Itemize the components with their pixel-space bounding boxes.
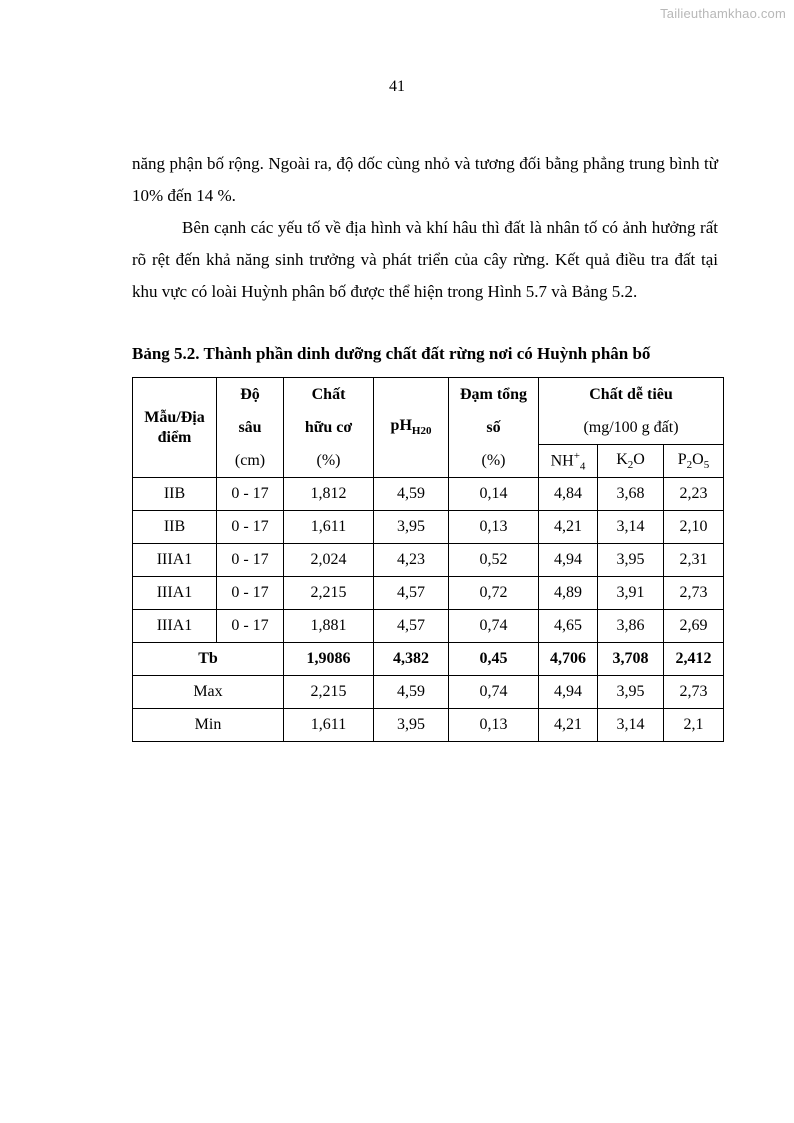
cell-nitrogen: 0,74 bbox=[449, 676, 539, 709]
cell-depth: 0 - 17 bbox=[217, 544, 284, 577]
table-row bbox=[133, 610, 724, 643]
summary-row-min bbox=[133, 709, 724, 742]
cell-nh4: 4,65 bbox=[539, 610, 598, 643]
cell-organic: 2,024 bbox=[284, 544, 374, 577]
cell-depth: 0 - 17 bbox=[217, 478, 284, 511]
cell-nh4: 4,706 bbox=[539, 643, 598, 676]
cell-organic: 1,812 bbox=[284, 478, 374, 511]
cell-nh4: 4,94 bbox=[539, 676, 598, 709]
cell-nitrogen: 0,13 bbox=[449, 511, 539, 544]
cell-summary-label: Tb bbox=[133, 643, 284, 676]
cell-nitrogen: 0,74 bbox=[449, 610, 539, 643]
cell-site: IIIA1 bbox=[133, 544, 217, 577]
cell-organic: 1,881 bbox=[284, 610, 374, 643]
cell-p2o5: 2,69 bbox=[664, 610, 724, 643]
cell-nh4: 4,89 bbox=[539, 577, 598, 610]
header-ph: $pH_{H20}$ bbox=[374, 378, 449, 478]
cell-ph: 4,59 bbox=[374, 478, 449, 511]
cell-summary-label: Min bbox=[133, 709, 284, 742]
header-site: Mẫu/Địa điểm bbox=[133, 378, 217, 478]
summary-row-max bbox=[133, 676, 724, 709]
header-depth: Độ sâu (cm) bbox=[217, 378, 284, 478]
page-number: 41 bbox=[389, 78, 405, 95]
header-organic: Chất hữu cơ (%) bbox=[284, 378, 374, 478]
cell-organic: 2,215 bbox=[284, 577, 374, 610]
cell-nh4: 4,84 bbox=[539, 478, 598, 511]
cell-k2o: 3,14 bbox=[598, 709, 664, 742]
cell-nitrogen: 0,13 bbox=[449, 709, 539, 742]
cell-p2o5: 2,73 bbox=[664, 577, 724, 610]
cell-site: IIB bbox=[133, 511, 217, 544]
cell-k2o: 3,68 bbox=[598, 478, 664, 511]
cell-site: IIB bbox=[133, 478, 217, 511]
summary-row-average bbox=[133, 643, 724, 676]
cell-nitrogen: 0,14 bbox=[449, 478, 539, 511]
cell-summary-label: Max bbox=[133, 676, 284, 709]
cell-ph: 3,95 bbox=[374, 709, 449, 742]
header-p2o5: $P_2O_5$ bbox=[664, 445, 724, 478]
cell-p2o5: 2,1 bbox=[664, 709, 724, 742]
cell-organic: 2,215 bbox=[284, 676, 374, 709]
cell-k2o: 3,708 bbox=[598, 643, 664, 676]
header-nh4: $NH^+_4$ bbox=[539, 445, 598, 478]
table-caption: Bảng 5.2. Thành phần dinh dưỡng chất đất rừng nơi có Huỳnh phân bố bbox=[132, 344, 651, 363]
cell-k2o: 3,86 bbox=[598, 610, 664, 643]
cell-k2o: 3,95 bbox=[598, 544, 664, 577]
cell-nh4: 4,21 bbox=[539, 511, 598, 544]
cell-depth: 0 - 17 bbox=[217, 610, 284, 643]
cell-k2o: 3,95 bbox=[598, 676, 664, 709]
cell-k2o: 3,14 bbox=[598, 511, 664, 544]
cell-ph: 4,57 bbox=[374, 610, 449, 643]
soil-nutrient-table bbox=[132, 377, 724, 742]
watermark: Tailieuthamkhao.com bbox=[660, 6, 786, 21]
cell-p2o5: 2,23 bbox=[664, 478, 724, 511]
header-nitrogen: Đạm tổng số (%) bbox=[449, 378, 539, 478]
cell-nh4: 4,21 bbox=[539, 709, 598, 742]
cell-organic: 1,9086 bbox=[284, 643, 374, 676]
cell-k2o: 3,91 bbox=[598, 577, 664, 610]
cell-site: IIIA1 bbox=[133, 577, 217, 610]
cell-p2o5: 2,412 bbox=[664, 643, 724, 676]
cell-nitrogen: 0,45 bbox=[449, 643, 539, 676]
cell-organic: 1,611 bbox=[284, 511, 374, 544]
cell-nitrogen: 0,72 bbox=[449, 577, 539, 610]
header-row bbox=[133, 378, 724, 445]
cell-p2o5: 2,31 bbox=[664, 544, 724, 577]
cell-ph: 4,57 bbox=[374, 577, 449, 610]
cell-ph: 4,23 bbox=[374, 544, 449, 577]
cell-nitrogen: 0,52 bbox=[449, 544, 539, 577]
table-row bbox=[133, 577, 724, 610]
cell-p2o5: 2,10 bbox=[664, 511, 724, 544]
header-k2o: $K_2O$ bbox=[598, 445, 664, 478]
cell-p2o5: 2,73 bbox=[664, 676, 724, 709]
cell-site: IIIA1 bbox=[133, 610, 217, 643]
cell-ph: 4,382 bbox=[374, 643, 449, 676]
table-row bbox=[133, 511, 724, 544]
cell-depth: 0 - 17 bbox=[217, 577, 284, 610]
cell-nh4: 4,94 bbox=[539, 544, 598, 577]
header-available: Chất dễ tiêu (mg/100 g đất) bbox=[539, 378, 724, 445]
cell-ph: 3,95 bbox=[374, 511, 449, 544]
cell-depth: 0 - 17 bbox=[217, 511, 284, 544]
paragraph-1: năng phận bố rộng. Ngoài ra, độ dốc cùng nhỏ và tương đối bằng phẳng trung bình từ 10% đến 14 %. bbox=[132, 154, 718, 205]
paragraph-2: Bên cạnh các yếu tố về địa hình và khí hâu thì đất là nhân tố có ảnh hưởng rất rõ rệt đến khả năng sinh trưởng và phát triển của cây rừng. Kết quả điều tra đất tại khu vực có loài Huỳnh phân bố được thể hiện trong Hình 5.7 và Bảng 5.2. bbox=[132, 218, 718, 301]
cell-ph: 4,59 bbox=[374, 676, 449, 709]
cell-organic: 1,611 bbox=[284, 709, 374, 742]
table-row bbox=[133, 478, 724, 511]
table-row bbox=[133, 544, 724, 577]
